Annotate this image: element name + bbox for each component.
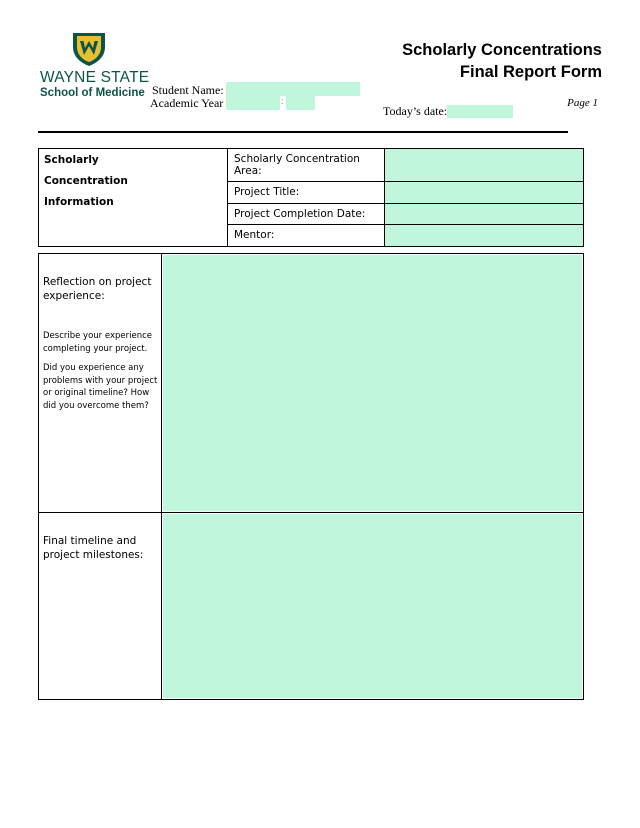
reflection-vertical-divider <box>161 253 162 700</box>
academic-year-start-field[interactable] <box>226 96 280 110</box>
logo-name: WAYNE STATE <box>40 69 150 86</box>
reflection-heading: Reflection on project experience: <box>43 276 152 302</box>
academic-year-separator: : <box>281 96 284 107</box>
page-number: Page 1 <box>567 97 598 109</box>
wayne-state-shield-logo <box>69 31 109 67</box>
todays-date-field[interactable] <box>447 105 513 118</box>
project-title-field[interactable] <box>385 182 584 204</box>
project-completion-date-field[interactable] <box>385 203 584 225</box>
academic-year-label: Academic Year <box>150 96 224 110</box>
project-completion-date-label: Project Completion Date: <box>228 203 385 225</box>
logo-school: School of Medicine <box>40 87 145 99</box>
concentration-info-table <box>38 148 584 247</box>
student-name-label: Student Name: <box>152 83 224 97</box>
concentration-area-label <box>228 149 385 182</box>
reflection-description-1: Describe your experience completing your project. <box>43 331 152 354</box>
reflection-text-field[interactable] <box>163 255 582 511</box>
student-name-field[interactable] <box>226 82 360 96</box>
academic-year-end-field[interactable] <box>286 96 315 110</box>
timeline-text-field[interactable] <box>163 514 582 698</box>
concentration-info-label-cell <box>39 149 228 247</box>
info-label-scholarly: Scholarly <box>44 154 99 166</box>
concentration-area-label-text: Scholarly Concentration Area: <box>234 153 360 177</box>
form-title-line-2: Final Report Form <box>459 63 602 81</box>
reflection-horizontal-divider <box>38 512 584 513</box>
header-divider <box>38 131 568 133</box>
concentration-area-field[interactable] <box>385 149 584 182</box>
info-label-concentration: Concentration <box>44 175 128 187</box>
info-label-information: Information <box>44 196 114 208</box>
form-title-line-1: Scholarly Concentrations <box>402 41 602 59</box>
mentor-label: Mentor: <box>228 225 385 247</box>
timeline-heading: Final timeline and project milestones: <box>43 535 144 561</box>
project-title-label: Project Title: <box>228 182 385 204</box>
reflection-description-2: Did you experience any problems with your project or original timeline? How did you overcome them? <box>43 363 158 411</box>
todays-date-label: Today’s date: <box>383 104 448 118</box>
mentor-field[interactable] <box>385 225 584 247</box>
